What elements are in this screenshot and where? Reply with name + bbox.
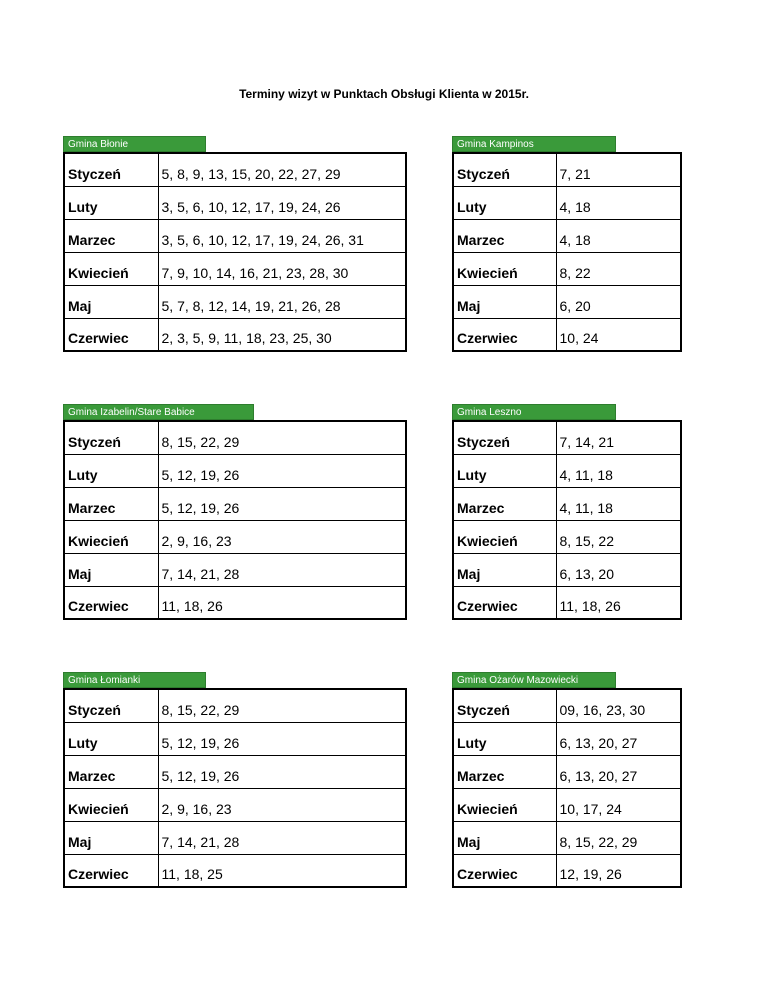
table-row xyxy=(453,788,681,821)
table-row xyxy=(64,854,406,887)
table-row xyxy=(453,553,681,586)
table-row xyxy=(453,487,681,520)
table-row xyxy=(64,553,406,586)
schedule-table xyxy=(452,152,682,352)
schedule-table xyxy=(63,688,407,888)
month-cell: Kwiecień xyxy=(64,788,158,821)
days-cell: 6, 20 xyxy=(556,285,681,318)
days-cell: 6, 13, 20, 27 xyxy=(556,722,681,755)
table-row xyxy=(64,487,406,520)
days-cell: 6, 13, 20 xyxy=(556,553,681,586)
month-cell: Maj xyxy=(64,553,158,586)
days-cell: 3, 5, 6, 10, 12, 17, 19, 24, 26 xyxy=(158,186,406,219)
month-cell: Luty xyxy=(453,454,556,487)
table-row xyxy=(64,821,406,854)
table-row xyxy=(453,722,681,755)
month-cell: Maj xyxy=(453,821,556,854)
section-header: Gmina Leszno xyxy=(452,404,616,420)
days-cell: 11, 18, 25 xyxy=(158,854,406,887)
table-row xyxy=(453,153,681,186)
month-cell: Maj xyxy=(64,821,158,854)
month-cell: Maj xyxy=(453,553,556,586)
table-row xyxy=(453,854,681,887)
month-cell: Styczeń xyxy=(453,421,556,454)
days-cell: 5, 12, 19, 26 xyxy=(158,722,406,755)
month-cell: Marzec xyxy=(64,487,158,520)
month-cell: Marzec xyxy=(64,755,158,788)
month-cell: Styczeń xyxy=(453,153,556,186)
month-cell: Marzec xyxy=(64,219,158,252)
section-ozarow xyxy=(452,672,682,888)
table-row xyxy=(453,186,681,219)
table-row xyxy=(64,219,406,252)
month-cell: Marzec xyxy=(453,219,556,252)
table-row xyxy=(64,722,406,755)
table-row xyxy=(64,285,406,318)
month-cell: Czerwiec xyxy=(453,318,556,351)
days-cell: 10, 24 xyxy=(556,318,681,351)
month-cell: Kwiecień xyxy=(64,520,158,553)
month-cell: Kwiecień xyxy=(453,788,556,821)
month-cell: Marzec xyxy=(453,487,556,520)
days-cell: 4, 11, 18 xyxy=(556,454,681,487)
month-cell: Czerwiec xyxy=(64,586,158,619)
table-row xyxy=(453,454,681,487)
month-cell: Luty xyxy=(64,186,158,219)
table-row xyxy=(64,252,406,285)
schedule-table xyxy=(63,420,407,620)
section-header: Gmina Ożarów Mazowiecki xyxy=(452,672,616,688)
days-cell: 11, 18, 26 xyxy=(158,586,406,619)
schedule-table xyxy=(452,420,682,620)
section-lomianki xyxy=(63,672,407,888)
days-cell: 5, 7, 8, 12, 14, 19, 21, 26, 28 xyxy=(158,285,406,318)
days-cell: 5, 12, 19, 26 xyxy=(158,755,406,788)
days-cell: 12, 19, 26 xyxy=(556,854,681,887)
table-row xyxy=(64,586,406,619)
table-row xyxy=(453,421,681,454)
days-cell: 7, 14, 21, 28 xyxy=(158,821,406,854)
section-header: Gmina Łomianki xyxy=(63,672,206,688)
month-cell: Czerwiec xyxy=(64,854,158,887)
days-cell: 2, 9, 16, 23 xyxy=(158,520,406,553)
table-row xyxy=(64,318,406,351)
schedule-table xyxy=(63,152,407,352)
days-cell: 8, 15, 22, 29 xyxy=(556,821,681,854)
table-row xyxy=(453,520,681,553)
month-cell: Kwiecień xyxy=(453,520,556,553)
days-cell: 4, 11, 18 xyxy=(556,487,681,520)
month-cell: Maj xyxy=(64,285,158,318)
days-cell: 11, 18, 26 xyxy=(556,586,681,619)
table-row xyxy=(64,186,406,219)
page-title: Terminy wizyt w Punktach Obsługi Klienta w 2015r. xyxy=(239,87,529,101)
month-cell: Kwiecień xyxy=(64,252,158,285)
month-cell: Styczeń xyxy=(64,689,158,722)
table-row xyxy=(453,318,681,351)
days-cell: 2, 3, 5, 9, 11, 18, 23, 25, 30 xyxy=(158,318,406,351)
section-header: Gmina Izabelin/Stare Babice xyxy=(63,404,254,420)
table-row xyxy=(64,755,406,788)
section-blonie xyxy=(63,136,407,352)
table-row xyxy=(453,285,681,318)
section-kampinos xyxy=(452,136,682,352)
days-cell: 10, 17, 24 xyxy=(556,788,681,821)
table-row xyxy=(453,689,681,722)
days-cell: 09, 16, 23, 30 xyxy=(559,701,646,718)
days-cell: 8, 15, 22, 29 xyxy=(161,701,240,718)
days-cell: 2, 9, 16, 23 xyxy=(158,788,406,821)
table-row xyxy=(453,219,681,252)
month-cell: Luty xyxy=(453,722,556,755)
month-cell: Luty xyxy=(64,454,158,487)
table-row xyxy=(453,755,681,788)
month-cell: Marzec xyxy=(453,755,556,788)
table-row xyxy=(64,454,406,487)
table-row xyxy=(453,252,681,285)
month-cell: Kwiecień xyxy=(453,252,556,285)
days-cell: 8, 15, 22, 29 xyxy=(161,433,240,450)
section-header: Gmina Kampinos xyxy=(452,136,616,152)
section-izabelin xyxy=(63,404,407,620)
table-row xyxy=(64,788,406,821)
table-row xyxy=(453,821,681,854)
section-header: Gmina Błonie xyxy=(63,136,206,152)
month-cell: Czerwiec xyxy=(64,318,158,351)
days-cell: 8, 22 xyxy=(556,252,681,285)
month-cell: Czerwiec xyxy=(453,854,556,887)
month-cell: Styczeń xyxy=(64,153,158,186)
days-cell: 7, 14, 21, 28 xyxy=(158,553,406,586)
schedule-table xyxy=(452,688,682,888)
month-cell: Luty xyxy=(64,722,158,755)
days-cell: 4, 18 xyxy=(556,186,681,219)
days-cell: 5, 12, 19, 26 xyxy=(158,454,406,487)
days-cell: 7, 21 xyxy=(559,165,591,182)
table-row xyxy=(64,153,406,186)
table-row xyxy=(64,520,406,553)
days-cell: 7, 14, 21 xyxy=(559,433,614,450)
month-cell: Luty xyxy=(453,186,556,219)
days-cell: 5, 8, 9, 13, 15, 20, 22, 27, 29 xyxy=(161,165,341,182)
month-cell: Czerwiec xyxy=(453,586,556,619)
days-cell: 4, 18 xyxy=(556,219,681,252)
table-row xyxy=(64,689,406,722)
days-cell: 5, 12, 19, 26 xyxy=(158,487,406,520)
section-leszno xyxy=(452,404,682,620)
days-cell: 8, 15, 22 xyxy=(556,520,681,553)
table-row xyxy=(64,421,406,454)
month-cell: Maj xyxy=(453,285,556,318)
days-cell: 6, 13, 20, 27 xyxy=(556,755,681,788)
table-row xyxy=(453,586,681,619)
days-cell: 7, 9, 10, 14, 16, 21, 23, 28, 30 xyxy=(158,252,406,285)
month-cell: Styczeń xyxy=(64,421,158,454)
month-cell: Styczeń xyxy=(453,689,556,722)
days-cell: 3, 5, 6, 10, 12, 17, 19, 24, 26, 31 xyxy=(158,219,406,252)
